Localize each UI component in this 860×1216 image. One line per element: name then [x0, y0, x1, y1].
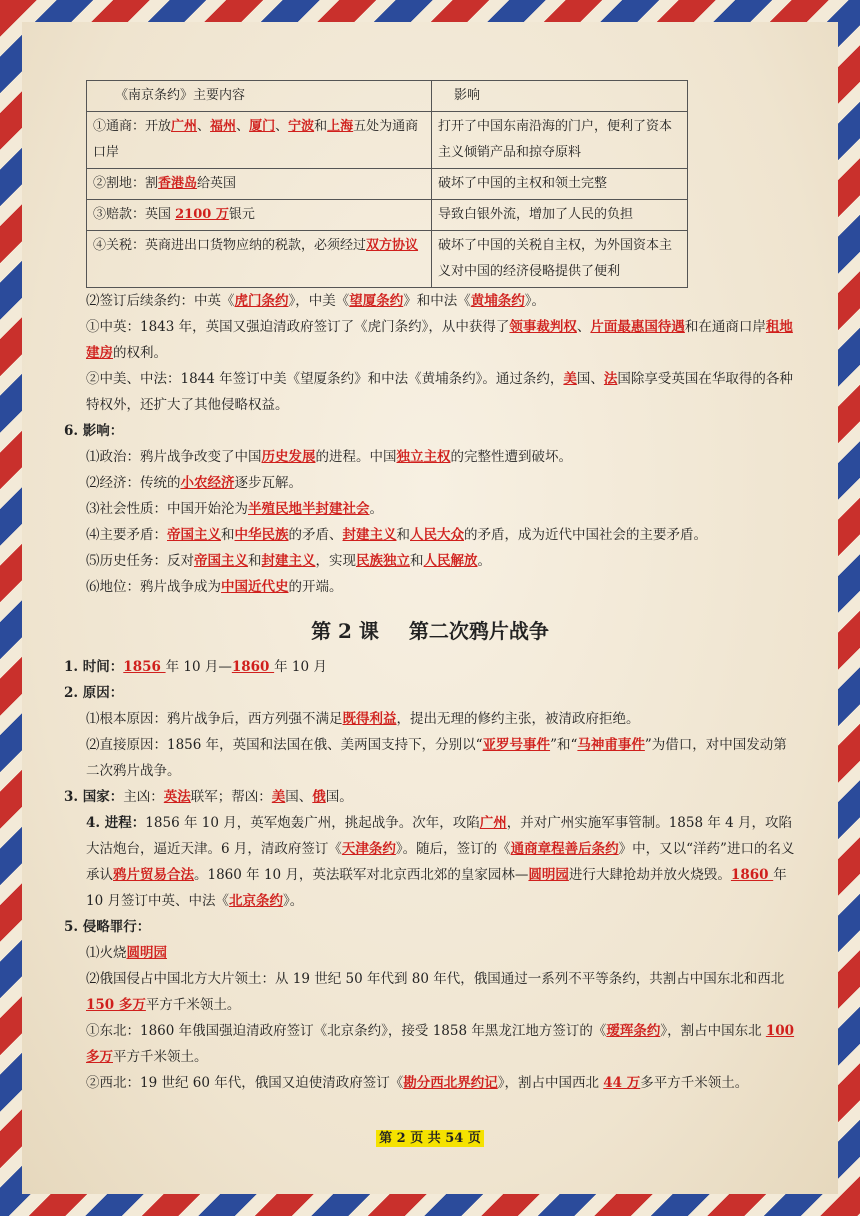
text-run: 年 10 月签订中英、中法《	[86, 867, 787, 909]
key-term: 香港岛	[158, 176, 198, 191]
text-run: ⑴政治：鸦片战争改变了中国	[86, 449, 262, 465]
text-run: 国、	[576, 371, 604, 387]
text-run: ⑵俄国侵占中国北方大片领土：从 19 世纪 50 年代到 80 年代，俄国通过一系列不平等条约，共割占中国东北和西北	[86, 971, 785, 987]
lesson-number: 第 2 课	[311, 619, 379, 643]
text-run: ⑵签订后续条约：中英《	[86, 293, 235, 309]
text-run: 逐步瓦解。	[234, 475, 302, 491]
text-run: ”和“	[550, 737, 578, 753]
text-run: 6. 影响：	[64, 423, 124, 439]
text-run: 的完整性遭到破坏。	[450, 449, 572, 465]
table-cell	[87, 200, 432, 231]
text-run: 》。随后，签订的《	[395, 841, 511, 857]
text-run: 》。	[282, 893, 304, 909]
lesson-title: 第二次鸦片战争	[408, 619, 549, 643]
key-term: 半殖民地半封建社会	[248, 501, 370, 517]
key-term: 马神甫事件	[577, 737, 645, 753]
paragraph	[64, 1070, 796, 1096]
section-label: 1. 时间：	[64, 659, 124, 675]
page-content	[64, 80, 796, 1096]
paragraph	[64, 966, 796, 1018]
text-run: 、	[197, 119, 211, 134]
text-run: 年 10 月—	[165, 659, 232, 675]
key-term: 100 多万	[86, 1023, 795, 1065]
key-term: 宁波	[288, 119, 315, 134]
paragraph	[64, 366, 796, 418]
text-run: 。	[369, 501, 383, 517]
text-run: ”为借口，对中国发动第二次鸦片战争。	[86, 737, 787, 779]
text-run: ③赔款：英国	[93, 207, 176, 222]
table-row	[87, 112, 688, 169]
section-label: 2. 原因：	[64, 685, 124, 701]
key-term: 中华民族	[234, 527, 289, 543]
table-cell	[87, 112, 432, 169]
key-term: 圆明园	[528, 867, 569, 883]
text-run: 、	[576, 319, 591, 335]
paragraph	[64, 1018, 796, 1070]
key-term: 法	[603, 371, 618, 387]
table-header-cell: 影响	[432, 81, 688, 112]
text-run: 的权利。	[113, 345, 167, 361]
paragraph	[64, 680, 796, 706]
text-run: 》，割占中国东北	[660, 1023, 766, 1039]
paragraph	[64, 940, 796, 966]
text-run: ⑸历史任务：反对	[86, 553, 194, 569]
table-cell	[432, 169, 688, 200]
key-term: 美	[271, 789, 286, 805]
text-run: ，提出无理的修约主张，被清政府拒绝。	[396, 711, 640, 727]
text-run: 破坏了中国的主权和领土完整	[438, 176, 608, 191]
treaty-table	[86, 80, 688, 288]
key-term: 福州	[210, 119, 237, 134]
text-run: 、	[275, 119, 289, 134]
text-run: 》，割占中国西北	[497, 1075, 604, 1091]
text-run: 的开端。	[288, 579, 343, 595]
paragraph	[64, 522, 796, 548]
key-term: 封建主义	[261, 553, 316, 569]
key-term: 上海	[327, 119, 354, 134]
key-term: 双方协议	[366, 238, 419, 253]
text-run: 的进程。中国	[315, 449, 397, 465]
text-run: ⑷主要矛盾：	[86, 527, 167, 543]
key-term: 中国近代史	[221, 579, 289, 595]
table-header-cell: 《南京条约》主要内容	[87, 81, 432, 112]
text-run: ②割地：割	[93, 176, 159, 191]
key-term: 人民大众	[410, 527, 464, 543]
text-run: 给英国	[197, 176, 237, 191]
text-run: 的矛盾、	[288, 527, 343, 543]
text-run: 。1860 年 10 月，英法联军对北京西北郊的皇家园林—	[194, 867, 529, 883]
section-label: 5. 侵略罪行：	[64, 919, 151, 935]
text-run: 破坏了中国的关税自主权，为外国资本主义对中国的经济侵略提供了便利	[438, 238, 673, 279]
key-term: 勘分西北界约记	[403, 1075, 498, 1091]
text-run: 银元	[228, 207, 255, 222]
table-header-row	[87, 81, 688, 112]
text-run: ，并对广州实施军事管制。1858 年 4 月，攻陷大沽炮台，逼近天津。6 月，清政府签订《	[86, 815, 793, 857]
text-run: 1856 年 10 月，英军炮轰广州，挑起战争。次年，攻陷	[145, 815, 480, 831]
key-term: 1856	[123, 659, 166, 675]
text-run: ①东北：1860 年俄国强迫清政府签订《北京条约》，接受 1858 年黑龙江地方签订的《	[86, 1023, 607, 1039]
key-term: 独立主权	[396, 449, 451, 465]
text-run: 联军；帮凶：	[190, 789, 272, 805]
key-term: 黄埔条约	[470, 293, 525, 309]
text-run: ⑹地位：鸦片战争成为	[86, 579, 221, 595]
text-run: 年 10 月	[274, 659, 327, 675]
paragraph	[64, 444, 796, 470]
paragraph	[64, 654, 796, 680]
text-run: ⑴根本原因：鸦片战争后，西方列强不满足	[86, 711, 343, 727]
paragraph	[64, 496, 796, 522]
text-run: ④关税：英商进出口货物应纳的税款，必须经过	[93, 238, 367, 253]
table-row	[87, 231, 688, 288]
text-run: ⑶社会性质：中国开始沦为	[86, 501, 248, 517]
key-term: 1860	[231, 659, 275, 675]
text-run: ⑵经济：传统的	[86, 475, 181, 491]
section-label: 3. 国家：	[64, 789, 124, 805]
paragraph	[64, 732, 796, 784]
key-term: 领事裁判权	[509, 319, 577, 335]
text-run: ①通商：开放	[93, 119, 172, 134]
paragraph	[64, 574, 796, 600]
table-row	[87, 169, 688, 200]
key-term: 望厦条约	[349, 293, 404, 309]
key-term: 俄	[312, 789, 326, 805]
text-run: 》和中法《	[403, 293, 471, 309]
table-cell	[87, 169, 432, 200]
key-term: 瑷珲条约	[606, 1023, 661, 1039]
text-run: 。	[477, 553, 491, 569]
paragraph	[64, 914, 796, 940]
key-term: 亚罗号事件	[482, 737, 551, 753]
key-term: 美	[563, 371, 577, 387]
key-term: 既得利益	[342, 711, 397, 727]
text-run: 五处为通商口岸	[93, 119, 419, 160]
text-run: ⑵直接原因：1856 年，英国和法国在俄、美两国支持下，分别以“	[86, 737, 483, 753]
paragraph	[64, 470, 796, 496]
key-term: 片面最惠国待遇	[590, 319, 685, 335]
text-run: 和在通商口岸	[684, 319, 766, 335]
key-term: 民族独立	[356, 553, 410, 569]
text-run: 国除享受英国在华取得的各种特权外，还扩大了其他侵略权益。	[86, 371, 793, 413]
key-term: 厦门	[249, 119, 276, 134]
text-run: ②西北：19 世纪 60 年代，俄国又迫使清政府签订《	[86, 1075, 404, 1091]
text-run: ②中美、中法：1844 年签订中美《望厦条约》和中法《黄埔条约》。通过条约，	[86, 371, 564, 387]
text-run: 导致白银外流，增加了人民的负担	[438, 207, 634, 222]
text-run: 》，中美《	[288, 293, 350, 309]
text-run: 的矛盾，成为近代中国社会的主要矛盾。	[464, 527, 707, 543]
key-term: 历史发展	[261, 449, 316, 465]
key-term: 帝国主义	[167, 527, 221, 543]
text-run: 平方千米领土。	[113, 1049, 208, 1065]
paragraph	[64, 810, 796, 914]
table-row	[87, 200, 688, 231]
text-run: 多平方千米领土。	[640, 1075, 749, 1091]
key-term: 天津条约	[341, 841, 396, 857]
key-term: 租地建房	[86, 319, 793, 361]
key-term: 英法	[163, 789, 191, 805]
text-run: ⑴火烧	[86, 945, 127, 961]
paragraph	[64, 418, 796, 444]
section-opium-war-1	[64, 288, 796, 600]
paragraph	[64, 784, 796, 810]
paragraph	[64, 288, 796, 314]
text-run: 和	[248, 553, 262, 569]
paragraph	[64, 548, 796, 574]
key-term: 北京条约	[228, 893, 283, 909]
key-term: 鸦片贸易合法	[113, 867, 194, 883]
key-term: 小农经济	[180, 475, 235, 491]
text-run: 和	[396, 527, 410, 543]
text-run: 》中，又以“洋药”进口的名义承认	[86, 841, 795, 883]
key-term: 帝国主义	[194, 553, 248, 569]
key-term: 2100 万	[175, 207, 229, 222]
key-term: 150 多万	[86, 997, 146, 1013]
table-cell	[432, 200, 688, 231]
lesson-heading	[64, 614, 796, 648]
table-cell	[432, 231, 688, 288]
text-run: 国。	[325, 789, 353, 805]
text-run: 和	[221, 527, 235, 543]
text-run: 国、	[285, 789, 313, 805]
text-run: ，实现	[315, 553, 356, 569]
table-cell	[432, 112, 688, 169]
text-run: 平方千米领土。	[145, 997, 241, 1013]
key-term: 1860	[730, 867, 774, 883]
text-run: 进行大肆抢劫并放火烧毁。	[568, 867, 731, 883]
page-number: 第 2 页 共 54 页	[376, 1130, 484, 1147]
key-term: 44 万	[603, 1075, 641, 1091]
section-opium-war-2	[64, 654, 796, 1096]
text-run: 》。	[524, 293, 545, 309]
key-term: 圆明园	[126, 945, 167, 961]
text-run: 和	[410, 553, 424, 569]
key-term: 广州	[479, 815, 507, 831]
page-footer	[0, 1127, 860, 1146]
text-run: 主凶：	[123, 789, 164, 805]
section-label: 4. 进程：	[86, 815, 146, 831]
table-cell	[87, 231, 432, 288]
key-term: 封建主义	[342, 527, 397, 543]
text-run: ①中英：1843 年，英国又强迫清政府签订了《虎门条约》，从中获得了	[86, 319, 510, 335]
text-run: 、	[236, 119, 250, 134]
key-term: 通商章程善后条约	[510, 841, 619, 857]
key-term: 人民解放	[423, 553, 478, 569]
key-term: 虎门条约	[234, 293, 289, 309]
text-run: 打开了中国东南沿海的门户，便利了资本主义倾销产品和掠夺原料	[438, 119, 673, 160]
paragraph	[64, 314, 796, 366]
paragraph	[64, 706, 796, 732]
key-term: 广州	[171, 119, 198, 134]
text-run: 和	[314, 119, 328, 134]
